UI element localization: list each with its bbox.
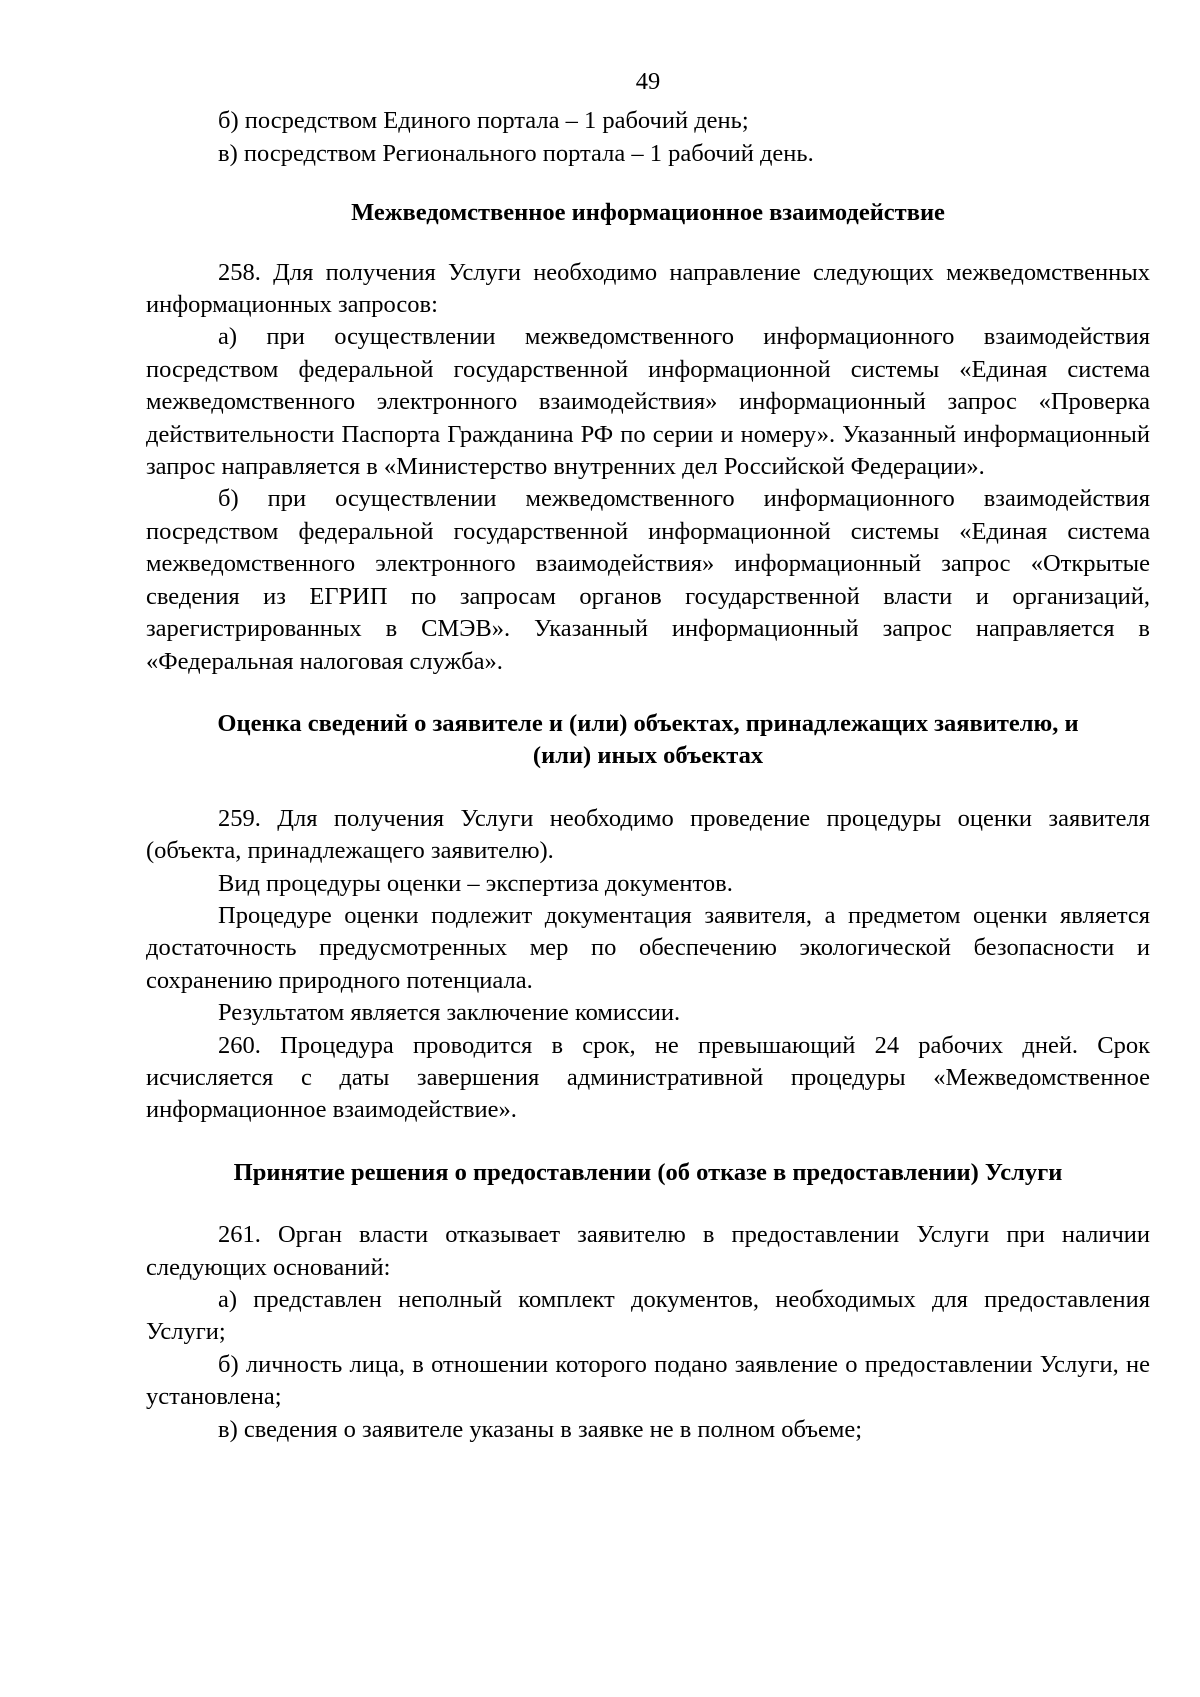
paragraph: Результатом является заключение комиссии. <box>218 999 681 1027</box>
document-page <box>146 66 1150 1446</box>
section-heading-decision: Принятие решения о предоставлении (об отказе в предоставлении) Услуги <box>233 1158 1063 1186</box>
paragraph: 260. Процедура проводится в срок, не превышающий 24 рабочих дней. Срок исчисляется с даты завершения административной процедуры «Межведомственное информационное взаимодействие». <box>146 1031 1150 1124</box>
page-number: 49 <box>635 68 661 95</box>
paragraph: а) представлен неполный комплект документов, необходимых для предоставления Услуги; <box>146 1286 1150 1346</box>
paragraph: б) личность лица, в отношении которого подано заявление о предоставлении Услуги, не установлена; <box>146 1350 1150 1411</box>
paragraph: 259. Для получения Услуги необходимо проведение процедуры оценки заявителя (объекта, принадлежащего заявителю). <box>146 804 1150 865</box>
section-heading-interagency: Межведомственное информационное взаимодействие <box>351 199 945 227</box>
paragraph: в) сведения о заявителе указаны в заявке не в полном объеме; <box>218 1415 863 1443</box>
intro-line: в) посредством Регионального портала – 1 рабочий день. <box>218 139 814 167</box>
section-heading-line: Оценка сведений о заявителе и (или) объектах, принадлежащих заявителю, и <box>217 709 1079 737</box>
paragraph: Процедуре оценки подлежит документация заявителя, а предметом оценки является достаточность предусмотренных мер по обеспечению экологической безопасности и сохранению природного потенциала. <box>146 901 1150 994</box>
paragraph: б) при осуществлении межведомственного информационного взаимодействия посредством федеральной государственной информационной системы «Единая система межведомственного электронного взаимодействия» информационный запрос «Открытые сведения из ЕГРИП по запросам органов государственной власти и организаций, зарегистрированных в СМЭВ». Указанный информационный запрос направляется в «Федеральная налоговая служба». <box>146 485 1150 675</box>
paragraph: 258. Для получения Услуги необходимо направление следующих межведомственных информационных запросов: <box>146 258 1150 319</box>
paragraph: а) при осуществлении межведомственного информационного взаимодействия посредством федеральной государственной информационной системы «Единая система межведомственного электронного взаимодействия» информационный запрос «Проверка действительности Паспорта Гражданина РФ по серии и номеру». Указанный информационный запрос направляется в «Министерство внутренних дел Российской Федерации». <box>146 323 1150 481</box>
intro-line: б) посредством Единого портала – 1 рабочий день; <box>218 107 749 135</box>
paragraph: Вид процедуры оценки – экспертиза документов. <box>218 869 733 897</box>
paragraph: 261. Орган власти отказывает заявителю в предоставлении Услуги при наличии следующих оснований: <box>146 1221 1150 1281</box>
section-heading-applicant-assessment <box>146 708 1150 773</box>
section-heading-line: (или) иных объектах <box>532 742 764 770</box>
